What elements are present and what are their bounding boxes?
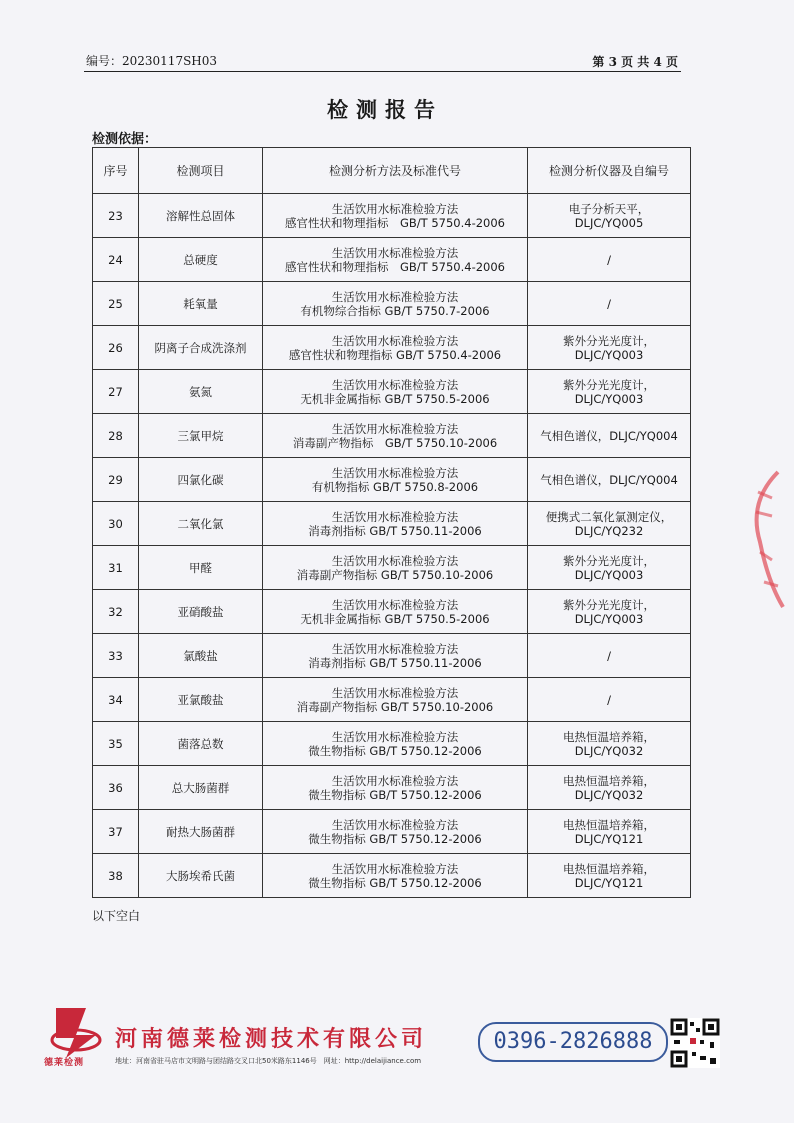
test-item: 阴离子合成洗涤剂 bbox=[139, 326, 263, 370]
table-row bbox=[93, 810, 691, 854]
test-method bbox=[263, 546, 528, 590]
test-item: 溶解性总固体 bbox=[139, 194, 263, 238]
instrument bbox=[528, 326, 691, 370]
method-line-2: 感官性状和物理指标 GB/T 5750.4-2006 bbox=[284, 215, 505, 230]
test-method bbox=[263, 766, 528, 810]
instrument-line-1: 气相色谱仪，DLJC/YQ004 bbox=[540, 428, 678, 443]
company-address: 地址：河南省驻马店市文明路与团结路交叉口北50米路东1146号 网址：http://delaijiance.com bbox=[115, 1057, 422, 1065]
instrument-line-1: 电热恒温培养箱， bbox=[563, 861, 655, 876]
instrument-line-1: 紫外分光光度计， bbox=[563, 377, 655, 392]
test-item: 二氧化氯 bbox=[139, 502, 263, 546]
method-line-1: 生活饮用水标准检验方法 bbox=[331, 597, 459, 612]
method-line-2: 微生物指标 GB/T 5750.12-2006 bbox=[308, 743, 482, 758]
company-name: 河南德莱检测技术有限公司 bbox=[115, 1027, 428, 1052]
table-row bbox=[93, 502, 691, 546]
instrument-line-1: 紫外分光光度计， bbox=[563, 333, 655, 348]
row-number: 30 bbox=[93, 502, 139, 546]
header-rule bbox=[84, 71, 681, 72]
logo-caption: 德莱检测 bbox=[44, 1058, 85, 1068]
method-line-1: 生活饮用水标准检验方法 bbox=[331, 201, 459, 216]
method-line-1: 生活饮用水标准检验方法 bbox=[331, 245, 459, 260]
table-row bbox=[93, 326, 691, 370]
test-item: 总大肠菌群 bbox=[139, 766, 263, 810]
instrument bbox=[528, 678, 691, 722]
test-item: 耐热大肠菌群 bbox=[139, 810, 263, 854]
method-line-1: 生活饮用水标准检验方法 bbox=[331, 377, 459, 392]
row-number: 24 bbox=[93, 238, 139, 282]
method-line-2: 有机物指标 GB/T 5750.8-2006 bbox=[311, 479, 479, 494]
method-line-2: 无机非金属指标 GB/T 5750.5-2006 bbox=[300, 391, 490, 406]
instrument-line-1: / bbox=[607, 648, 611, 663]
row-number: 23 bbox=[93, 194, 139, 238]
red-seal-stamp bbox=[738, 462, 794, 612]
test-item: 氨氮 bbox=[139, 370, 263, 414]
row-number: 35 bbox=[93, 722, 139, 766]
row-number: 27 bbox=[93, 370, 139, 414]
test-item: 氯酸盐 bbox=[139, 634, 263, 678]
method-line-1: 生活饮用水标准检验方法 bbox=[331, 861, 459, 876]
test-item: 菌落总数 bbox=[139, 722, 263, 766]
method-line-1: 生活饮用水标准检验方法 bbox=[331, 509, 459, 524]
method-line-2: 消毒副产物指标 GB/T 5750.10-2006 bbox=[296, 567, 494, 582]
instrument bbox=[528, 282, 691, 326]
table-row bbox=[93, 678, 691, 722]
method-line-2: 消毒剂指标 GB/T 5750.11-2006 bbox=[308, 523, 482, 538]
instrument bbox=[528, 546, 691, 590]
test-method-table bbox=[92, 147, 691, 898]
row-number: 37 bbox=[93, 810, 139, 854]
test-item: 亚硝酸盐 bbox=[139, 590, 263, 634]
serial-number: 编号：20230117SH03 bbox=[86, 54, 218, 68]
blank-below-note: 以下空白 bbox=[92, 909, 141, 923]
instrument-line-2: DLJC/YQ003 bbox=[574, 611, 644, 626]
test-item: 耗氧量 bbox=[139, 282, 263, 326]
test-item: 总硬度 bbox=[139, 238, 263, 282]
method-line-1: 生活饮用水标准检验方法 bbox=[331, 729, 459, 744]
col-header-item: 检测项目 bbox=[139, 148, 263, 194]
instrument-line-2: DLJC/YQ121 bbox=[574, 831, 644, 846]
page-indicator: 第 3 页 共 4 页 bbox=[592, 55, 678, 69]
instrument-line-2: DLJC/YQ003 bbox=[574, 347, 644, 362]
row-number: 28 bbox=[93, 414, 139, 458]
method-line-2: 消毒副产物指标 GB/T 5750.10-2006 bbox=[296, 699, 494, 714]
table-row bbox=[93, 414, 691, 458]
method-line-2: 感官性状和物理指标 GB/T 5750.4-2006 bbox=[284, 259, 505, 274]
method-line-1: 生活饮用水标准检验方法 bbox=[331, 685, 459, 700]
basis-label: 检测依据： bbox=[92, 132, 158, 147]
table-row bbox=[93, 722, 691, 766]
method-line-2: 有机物综合指标 GB/T 5750.7-2006 bbox=[300, 303, 490, 318]
instrument bbox=[528, 810, 691, 854]
footer bbox=[40, 1000, 740, 1075]
qr-code-icon bbox=[670, 1018, 720, 1068]
test-method bbox=[263, 194, 528, 238]
method-line-2: 微生物指标 GB/T 5750.12-2006 bbox=[308, 875, 482, 890]
test-method bbox=[263, 326, 528, 370]
instrument-line-2: DLJC/YQ032 bbox=[574, 787, 644, 802]
table-row bbox=[93, 370, 691, 414]
test-method bbox=[263, 722, 528, 766]
method-line-1: 生活饮用水标准检验方法 bbox=[331, 421, 459, 436]
table-row bbox=[93, 766, 691, 810]
method-line-1: 生活饮用水标准检验方法 bbox=[331, 773, 459, 788]
test-method bbox=[263, 370, 528, 414]
col-header-method: 检测分析方法及标准代号 bbox=[263, 148, 528, 194]
instrument-line-1: 电热恒温培养箱， bbox=[563, 773, 655, 788]
instrument bbox=[528, 590, 691, 634]
row-number: 32 bbox=[93, 590, 139, 634]
test-item: 大肠埃希氏菌 bbox=[139, 854, 263, 898]
instrument bbox=[528, 502, 691, 546]
instrument-line-1: 电热恒温培养箱， bbox=[563, 729, 655, 744]
table-row bbox=[93, 282, 691, 326]
instrument bbox=[528, 458, 691, 502]
test-item: 四氯化碳 bbox=[139, 458, 263, 502]
table-row bbox=[93, 194, 691, 238]
instrument bbox=[528, 766, 691, 810]
test-method bbox=[263, 414, 528, 458]
test-method bbox=[263, 634, 528, 678]
instrument-line-1: 电子分析天平， bbox=[568, 201, 650, 216]
instrument-line-1: 紫外分光光度计， bbox=[563, 553, 655, 568]
method-line-1: 生活饮用水标准检验方法 bbox=[331, 289, 459, 304]
instrument-line-1: 紫外分光光度计， bbox=[563, 597, 655, 612]
row-number: 29 bbox=[93, 458, 139, 502]
table-row bbox=[93, 458, 691, 502]
test-item: 三氯甲烷 bbox=[139, 414, 263, 458]
table-header-row bbox=[93, 148, 691, 194]
instrument bbox=[528, 414, 691, 458]
row-number: 25 bbox=[93, 282, 139, 326]
test-method bbox=[263, 590, 528, 634]
instrument-line-2: DLJC/YQ003 bbox=[574, 567, 644, 582]
row-number: 33 bbox=[93, 634, 139, 678]
instrument bbox=[528, 722, 691, 766]
col-header-instrument: 检测分析仪器及自编号 bbox=[528, 148, 691, 194]
instrument-line-1: 便携式二氧化氯测定仪， bbox=[545, 509, 673, 524]
method-line-2: 感官性状和物理指标 GB/T 5750.4-2006 bbox=[288, 347, 502, 362]
method-line-1: 生活饮用水标准检验方法 bbox=[331, 553, 459, 568]
test-method bbox=[263, 502, 528, 546]
instrument bbox=[528, 194, 691, 238]
test-method bbox=[263, 238, 528, 282]
row-number: 38 bbox=[93, 854, 139, 898]
instrument-line-1: / bbox=[607, 252, 611, 267]
row-number: 36 bbox=[93, 766, 139, 810]
instrument-line-2: DLJC/YQ003 bbox=[574, 391, 644, 406]
table-row bbox=[93, 238, 691, 282]
test-method bbox=[263, 458, 528, 502]
instrument bbox=[528, 370, 691, 414]
instrument-line-1: 气相色谱仪，DLJC/YQ004 bbox=[540, 472, 678, 487]
method-line-2: 无机非金属指标 GB/T 5750.5-2006 bbox=[300, 611, 490, 626]
instrument-line-1: 电热恒温培养箱， bbox=[563, 817, 655, 832]
method-line-1: 生活饮用水标准检验方法 bbox=[331, 465, 459, 480]
instrument-line-2: DLJC/YQ121 bbox=[574, 875, 644, 890]
table-row bbox=[93, 634, 691, 678]
table-row bbox=[93, 546, 691, 590]
instrument bbox=[528, 854, 691, 898]
test-method bbox=[263, 282, 528, 326]
method-line-2: 消毒剂指标 GB/T 5750.11-2006 bbox=[308, 655, 482, 670]
method-line-1: 生活饮用水标准检验方法 bbox=[331, 333, 459, 348]
table-row bbox=[93, 590, 691, 634]
phone-number: 0396-2826888 bbox=[478, 1022, 668, 1062]
test-item: 亚氯酸盐 bbox=[139, 678, 263, 722]
test-method bbox=[263, 810, 528, 854]
instrument-line-1: / bbox=[607, 296, 611, 311]
method-line-1: 生活饮用水标准检验方法 bbox=[331, 817, 459, 832]
method-line-2: 微生物指标 GB/T 5750.12-2006 bbox=[308, 831, 482, 846]
instrument-line-1: / bbox=[607, 692, 611, 707]
table-body bbox=[93, 194, 691, 898]
test-item: 甲醛 bbox=[139, 546, 263, 590]
row-number: 34 bbox=[93, 678, 139, 722]
row-number: 26 bbox=[93, 326, 139, 370]
method-line-2: 微生物指标 GB/T 5750.12-2006 bbox=[308, 787, 482, 802]
instrument-line-2: DLJC/YQ005 bbox=[574, 215, 644, 230]
method-line-1: 生活饮用水标准检验方法 bbox=[331, 641, 459, 656]
instrument bbox=[528, 238, 691, 282]
method-line-2: 消毒副产物指标 GB/T 5750.10-2006 bbox=[292, 435, 498, 450]
test-method bbox=[263, 854, 528, 898]
instrument bbox=[528, 634, 691, 678]
col-header-no: 序号 bbox=[93, 148, 139, 194]
row-number: 31 bbox=[93, 546, 139, 590]
table-row bbox=[93, 854, 691, 898]
test-method bbox=[263, 678, 528, 722]
page-title: 检测报告 bbox=[327, 98, 443, 122]
instrument-line-2: DLJC/YQ232 bbox=[574, 523, 644, 538]
instrument-line-2: DLJC/YQ032 bbox=[574, 743, 644, 758]
